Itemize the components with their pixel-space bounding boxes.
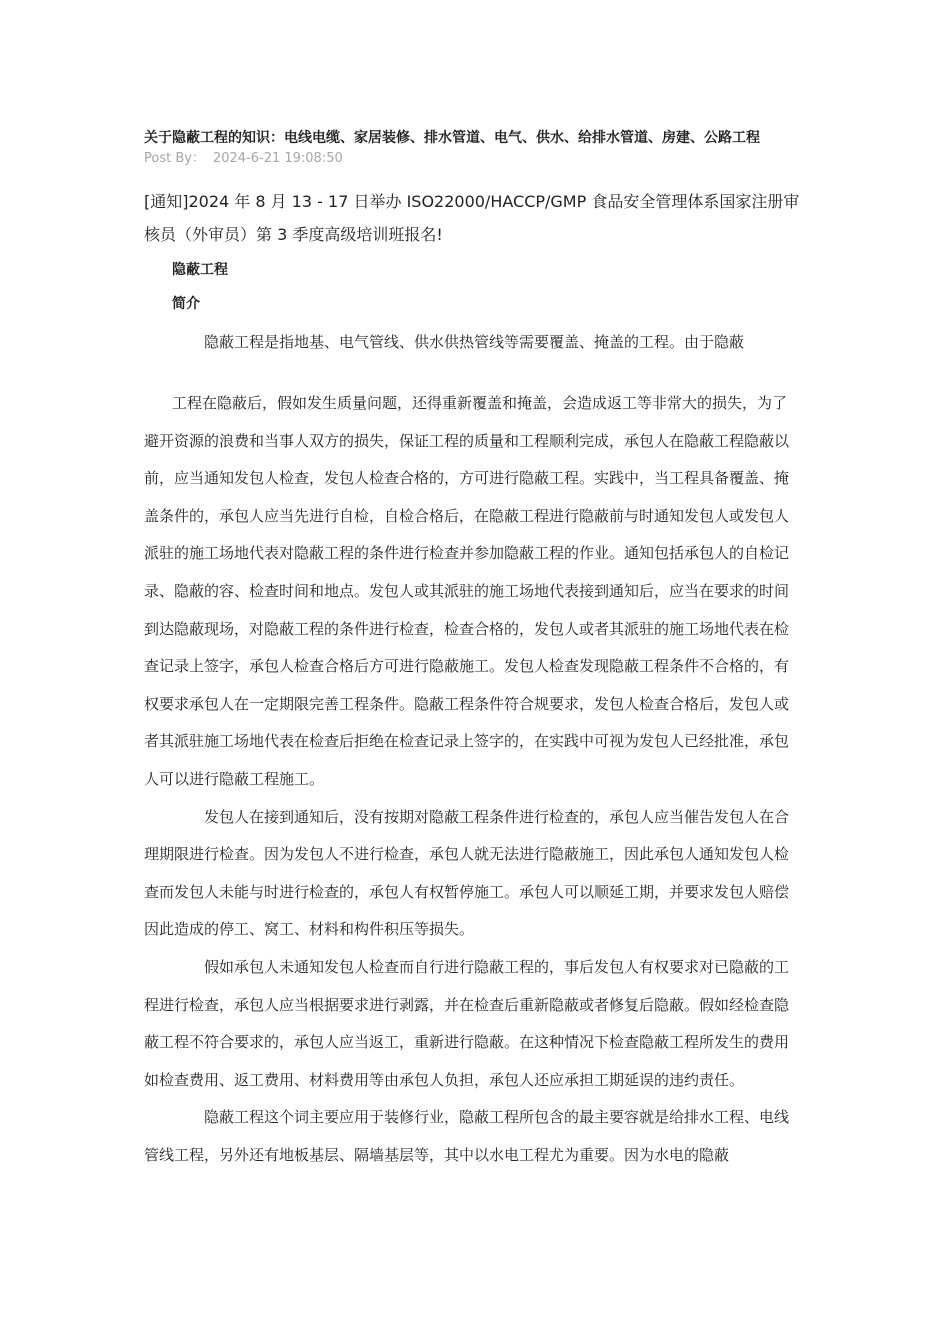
paragraph-3: 假如承包人未通知发包人检查而自行进行隐蔽工程的，事后发包人有权要求对已隐蔽的工程进行检查，承包人应当根据要求进行剥露，并在检查后重新隐蔽或者修复后隐蔽。假如经检查隐蔽工程不符合要求的，承包人应当返工，重新进行隐蔽。在这种情况下检查隐蔽工程所发生的费用如检查费用、返工费用、材料费用等由承包人负担，承包人还应承担工期延误的违约责任。 (144, 957, 790, 1089)
post-by-label: Post By： (144, 151, 205, 166)
article (144, 127, 800, 1174)
notice-link[interactable]: [通知]2024 年 8 月 13 - 17 日举办 ISO22000/HACCP/GMP 食品安全管理体系国家注册审核员（外审员）第 3 季度高级培训班报名! (144, 192, 800, 244)
section-heading-intro: 简介 (172, 296, 200, 312)
paragraph-2: 发包人在接到通知后，没有按期对隐蔽工程条件进行检查的，承包人应当催告发包人在合理期限进行检查。因为发包人不进行检查，承包人就无法进行隐蔽施工，因此承包人通知发包人检查而发包人未能与时进行检查的，承包人有权暂停施工。承包人可以顺延工期，并要求发包人赔偿因此造成的停工、窝工、材料和构件积压等损失。 (144, 807, 790, 939)
intro-lead-line: 隐蔽工程是指地基、电气管线、供水供热管线等需要覆盖、掩盖的工程。由于隐蔽 (204, 333, 745, 351)
post-date: 2024-6-21 19:08:50 (212, 151, 343, 166)
article-title: 关于隐蔽工程的知识：电线电缆、家居装修、排水管道、电气、供水、给排水管道、房建、公路工程 (144, 130, 760, 146)
paragraph-1: 工程在隐蔽后，假如发生质量问题，还得重新覆盖和掩盖，会造成返工等非常大的损失，为了避开资源的浪费和当事人双方的损失，保证工程的质量和工程顺利完成，承包人在隐蔽工程隐蔽以前，应当通知发包人检查，发包人检查合格的，方可进行隐蔽工程。实践中，当工程具备覆盖、掩盖条件的，承包人应当先进行自检，自检合格后，在隐蔽工程进行隐蔽前与时通知发包人或发包人派驻的施工场地代表对隐蔽工程的条件进行检查并参加隐蔽工程的作业。通知包括承包人的自检记录、隐蔽的容、检查时间和地点。发包人或其派驻的施工场地代表接到通知后，应当在要求的时间到达隐蔽现场，对隐蔽工程的条件进行检查，检查合格的，发包人或者其派驻的施工场地代表在检查记录上签字，承包人检查合格后方可进行隐蔽施工。发包人检查发现隐蔽工程条件不合格的，有权要求承包人在一定期限完善工程条件。隐蔽工程条件符合规要求，发包人检查合格后，发包人或者其派驻施工场地代表在检查后拒绝在检查记录上签字的，在实践中可视为发包人已经批准，承包人可以进行隐蔽工程施工。 (144, 394, 790, 788)
section-heading-main: 隐蔽工程 (172, 262, 228, 278)
post-meta (144, 149, 800, 169)
paragraph-4: 隐蔽工程这个词主要应用于装修行业，隐蔽工程所包含的最主要容就是给排水工程、电线管线工程，另外还有地板基层、隔墙基层等，其中以水电工程尤为重要。因为水电的隐蔽 (144, 1108, 790, 1164)
